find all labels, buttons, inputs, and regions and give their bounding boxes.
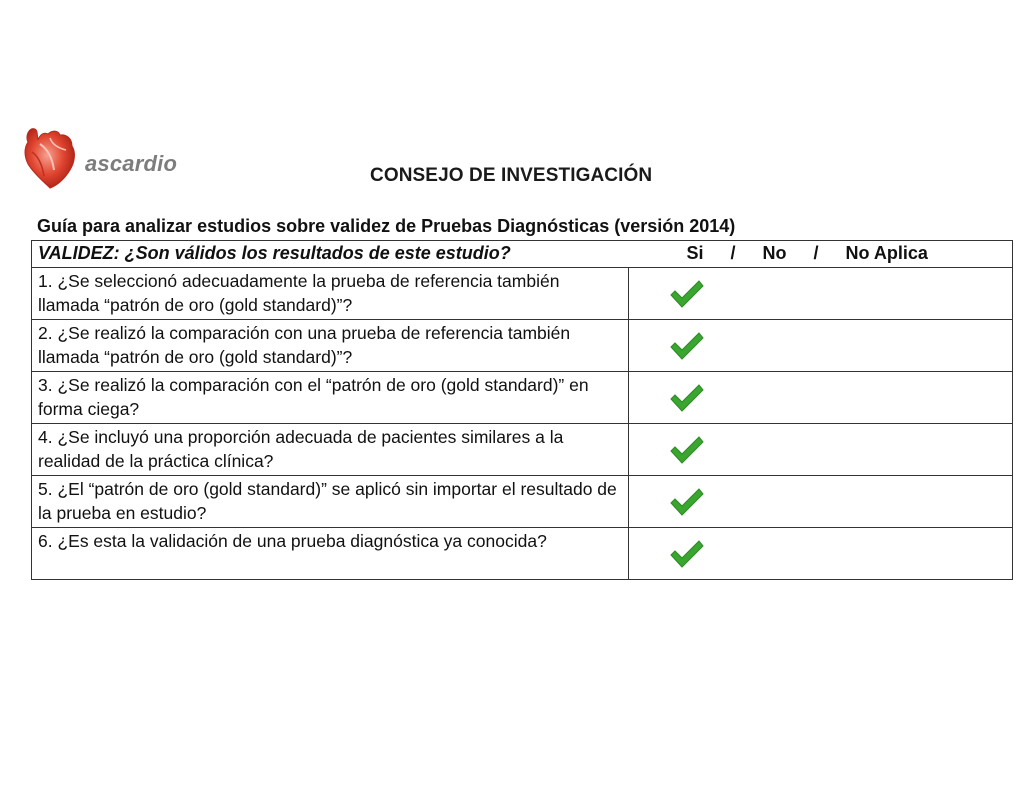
heart-icon (22, 126, 80, 190)
table-row (32, 268, 1013, 320)
header-question: VALIDEZ: ¿Son válidos los resultados de este estudio? (32, 241, 629, 268)
answer-cell-4[interactable] (629, 424, 1013, 476)
checkmark-icon (669, 331, 705, 361)
council-title: CONSEJO DE INVESTIGACIÓN (370, 165, 653, 186)
ascardio-logo (22, 126, 222, 190)
answer-cell-5[interactable] (629, 476, 1013, 528)
option-na-label: No Aplica (845, 243, 928, 263)
table-row (32, 528, 1013, 580)
option-no-label: No (762, 243, 787, 263)
option-separator: / (813, 243, 819, 263)
option-yes-label: Si (686, 243, 704, 263)
table-row (32, 320, 1013, 372)
question-1: 1. ¿Se seleccionó adecuadamente la prueba de referencia también llamada “patrón de oro (gold standard)”? (32, 268, 629, 320)
question-4: 4. ¿Se incluyó una proporción adecuada de pacientes similares a la realidad de la práctica clínica? (32, 424, 629, 476)
question-2: 2. ¿Se realizó la comparación con una prueba de referencia también llamada “patrón de oro (gold standard)”? (32, 320, 629, 372)
answer-cell-3[interactable] (629, 372, 1013, 424)
header-options (629, 241, 1013, 268)
guide-title: Guía para analizar estudios sobre validez de Pruebas Diagnósticas (versión 2014) (37, 216, 736, 236)
validity-table (31, 240, 1013, 580)
checkmark-icon (669, 383, 705, 413)
checkmark-icon (669, 435, 705, 465)
question-5: 5. ¿El “patrón de oro (gold standard)” se aplicó sin importar el resultado de la prueba en estudio? (32, 476, 629, 528)
option-separator: / (730, 243, 736, 263)
brand-name: ascardio (85, 151, 178, 176)
checkmark-icon (669, 279, 705, 309)
question-3: 3. ¿Se realizó la comparación con el “patrón de oro (gold standard)” en forma ciega? (32, 372, 629, 424)
table-header-row (32, 241, 1013, 268)
answer-cell-1[interactable] (629, 268, 1013, 320)
table-row (32, 424, 1013, 476)
question-6: 6. ¿Es esta la validación de una prueba diagnóstica ya conocida? (32, 528, 629, 580)
table-row (32, 372, 1013, 424)
table-row (32, 476, 1013, 528)
checkmark-icon (669, 539, 705, 569)
answer-cell-2[interactable] (629, 320, 1013, 372)
answer-cell-6[interactable] (629, 528, 1013, 580)
checkmark-icon (669, 487, 705, 517)
